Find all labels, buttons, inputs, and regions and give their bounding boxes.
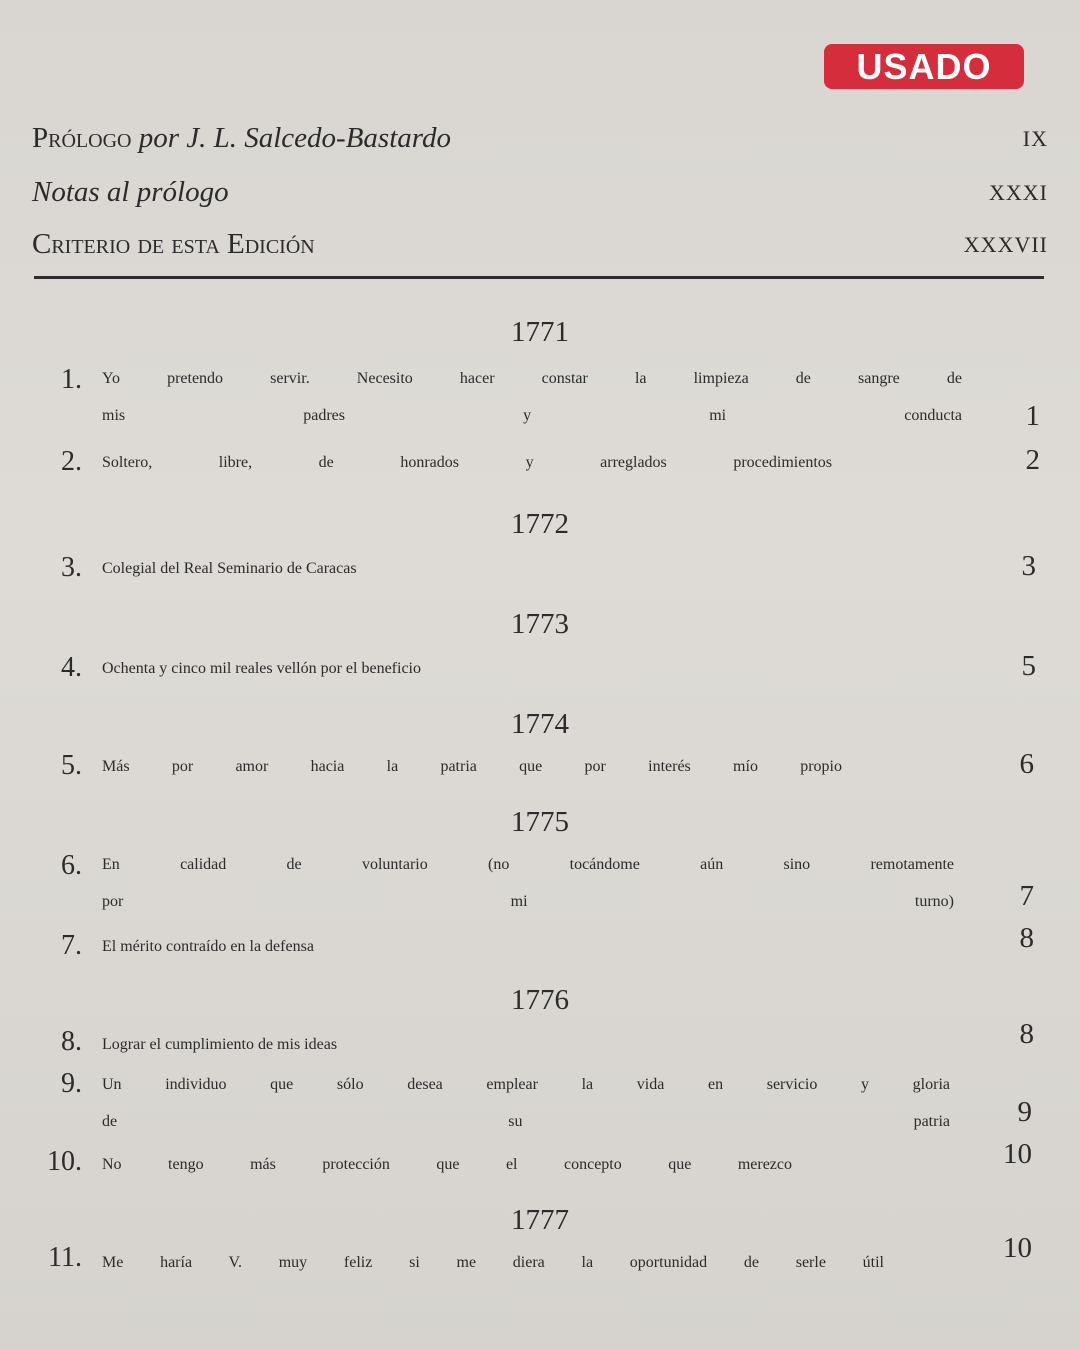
notas-label: Notas al prólogo (32, 176, 229, 208)
criterio-label: Criterio de esta Edición (32, 228, 315, 260)
entry-page: 5 (1021, 650, 1036, 682)
divider-rule (34, 276, 1044, 279)
criterio-page: XXXVII (963, 232, 1048, 257)
entry-title: Lograr el cumplimiento de mis ideas (102, 1036, 338, 1053)
entry-number: 11. (48, 1242, 82, 1273)
entry-page: 8 (1019, 922, 1034, 954)
entry-title: No tengo más protección que el concepto que merezco (102, 1156, 792, 1173)
entry-page: 2 (1025, 444, 1040, 476)
entry-title: Me haría V. muy feliz si me diera la oportunidad de serle útil (102, 1254, 884, 1271)
year-heading: 1772 (511, 508, 569, 540)
entry-number: 2. (61, 446, 82, 477)
entry-page: 7 (1019, 880, 1034, 912)
used-badge: USADO (824, 44, 1024, 89)
year-heading: 1771 (511, 316, 569, 348)
entry-title: Colegial del Real Seminario de Caracas (102, 560, 357, 577)
entry-title: Ochenta y cinco mil reales vellón por el beneficio (102, 660, 421, 677)
entry-number: 1. (61, 364, 82, 395)
entry-title: En calidad de voluntario (no tocándome aún sino remotamente por mi turno) (102, 856, 954, 910)
entry-number: 8. (61, 1026, 82, 1057)
prologo-page: IX (1022, 126, 1048, 151)
entry-page: 9 (1017, 1096, 1032, 1128)
entry-title: Soltero, libre, de honrados y arreglados procedimientos (102, 454, 832, 471)
entry-title: Un individuo que sólo desea emplear la vida en servicio y gloria de su patria (102, 1076, 950, 1130)
entry-number: 10. (47, 1146, 82, 1177)
toc-criterio (32, 228, 1048, 268)
entry-title: Yo pretendo servir. Necesito hacer constar la limpieza de sangre de mis padres y mi conducta (102, 370, 962, 424)
entry-page: 3 (1021, 550, 1036, 582)
entry-number: 4. (61, 652, 82, 683)
year-heading: 1777 (511, 1204, 569, 1236)
toc-notas (32, 176, 1048, 216)
year-heading: 1775 (511, 806, 569, 838)
entry-page: 8 (1019, 1018, 1034, 1050)
notas-page: XXXI (989, 180, 1048, 205)
prologo-author: por J. L. Salcedo-Bastardo (131, 122, 451, 154)
year-heading: 1774 (511, 708, 569, 740)
entry-number: 3. (61, 552, 82, 583)
entry-page: 10 (1003, 1138, 1032, 1170)
entry-page: 6 (1019, 748, 1034, 780)
entry-number: 6. (61, 850, 82, 881)
entry-number: 9. (61, 1068, 82, 1099)
entry-page: 10 (1003, 1232, 1032, 1264)
prologo-label: Prólogo (32, 122, 132, 154)
entry-number: 5. (61, 750, 82, 781)
entry-page: 1 (1025, 400, 1040, 432)
year-heading: 1776 (511, 984, 569, 1016)
entry-title: El mérito contraído en la defensa (102, 938, 314, 955)
entry-title: Más por amor hacia la patria que por interés mío propio (102, 758, 842, 775)
year-heading: 1773 (511, 608, 569, 640)
toc-prologo (32, 122, 1048, 162)
entry-number: 7. (61, 930, 82, 961)
